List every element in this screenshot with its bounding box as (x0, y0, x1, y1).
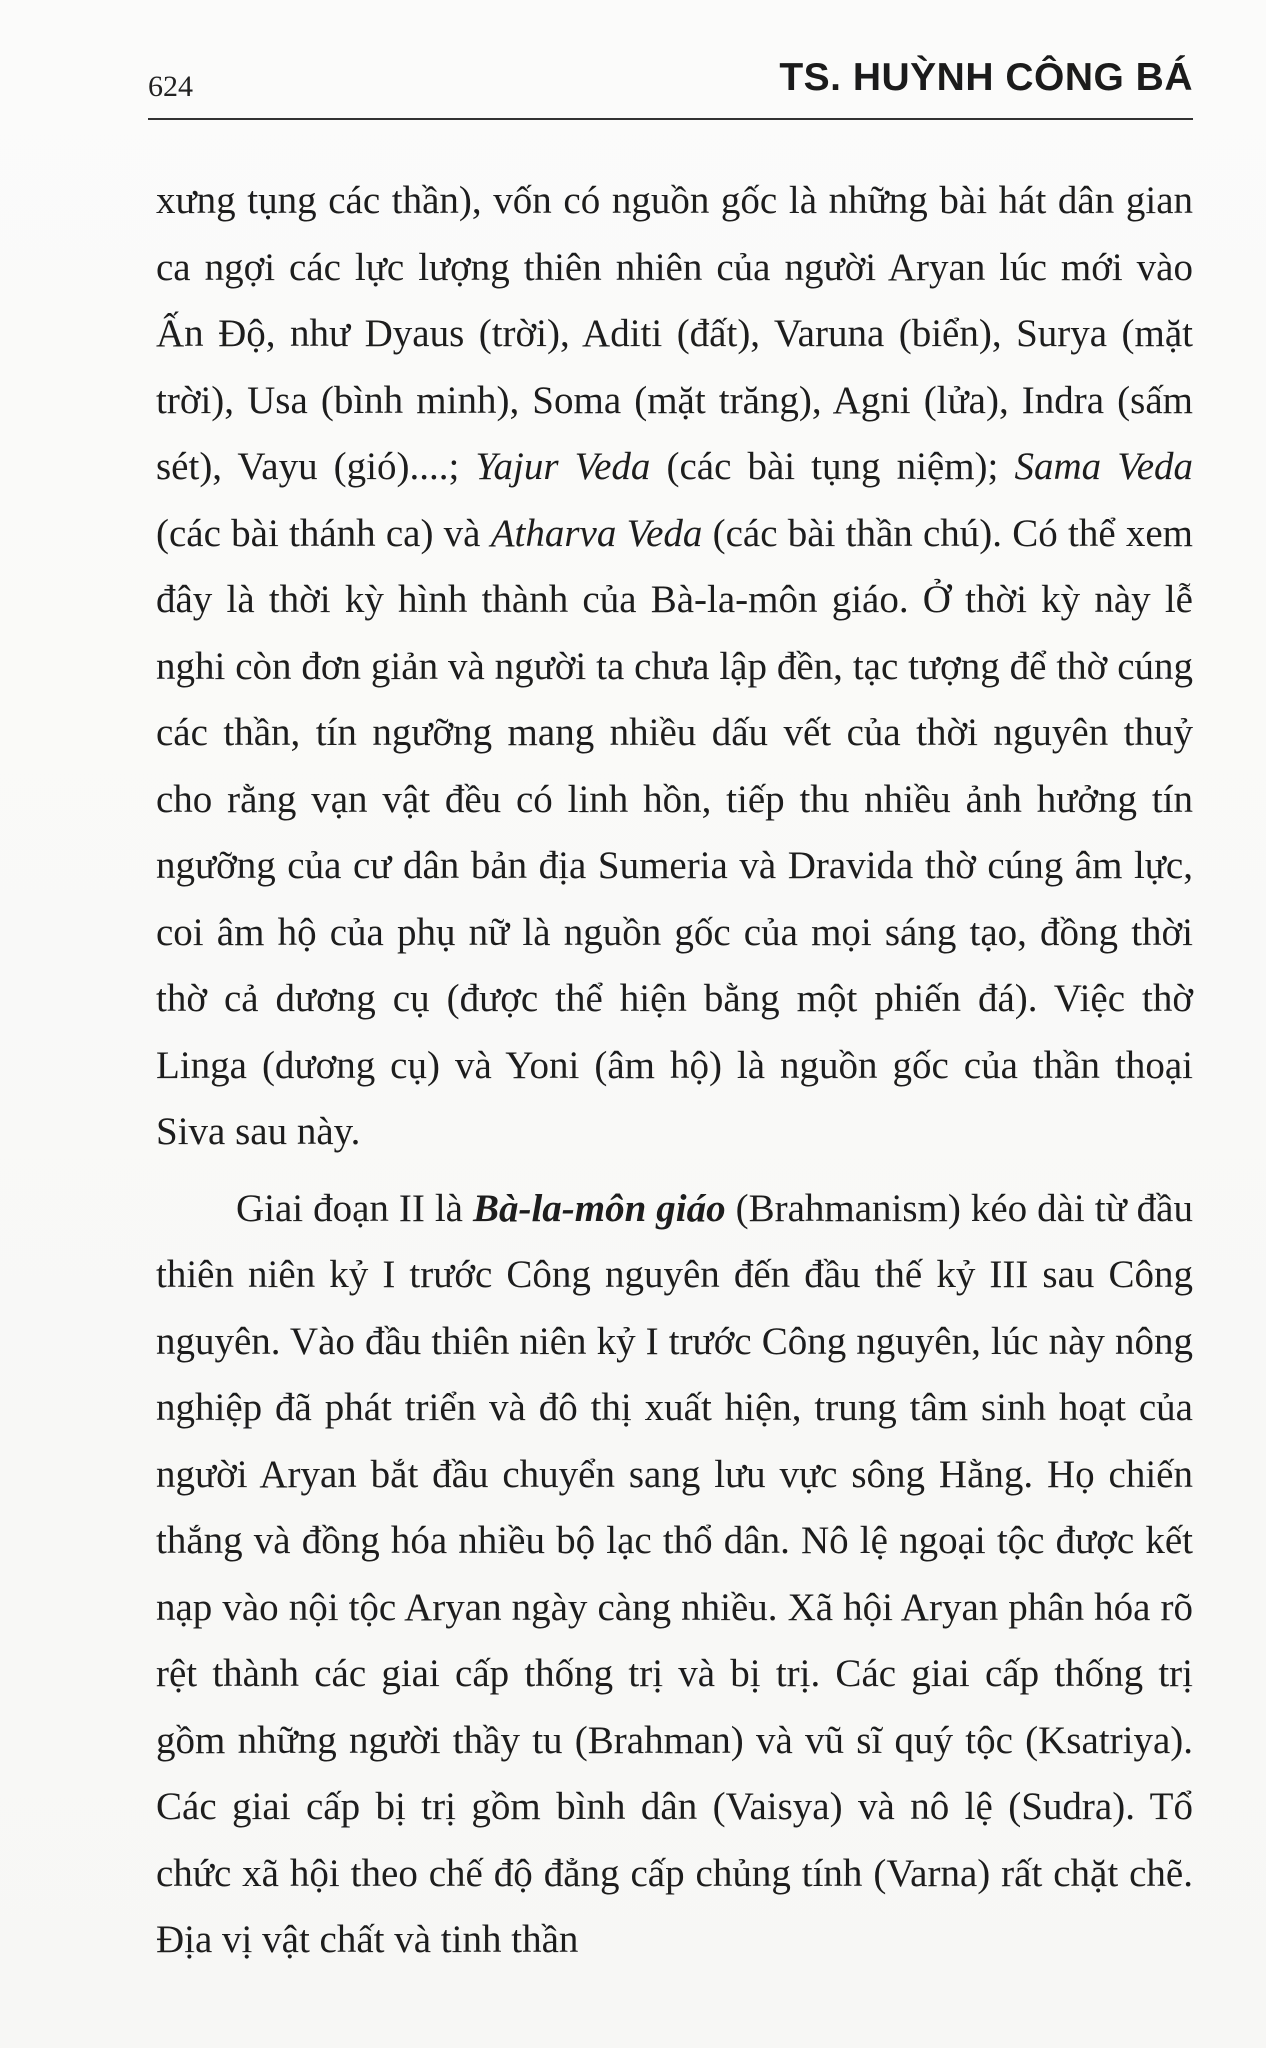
body-text (156, 168, 1193, 1974)
paragraph-1-text-3: (các bài thánh ca) và (156, 511, 491, 555)
running-title: TS. HUỲNH CÔNG BÁ (779, 56, 1193, 99)
paragraph-1-text-4: (các bài thần chú). Có thể xem đây là thời kỳ hình thành của Bà-la-môn giáo. Ở thời kỳ này lễ nghi còn đơn giản và người ta chưa lập đền, tạc tượng để thờ cúng các thần, tín ngưỡng mang nhiều dấu vết của thời nguyên thuỷ cho rằng vạn vật đều có linh hồn, tiếp thu nhiều ảnh hưởng tín ngưỡng của cư dân bản địa Sumeria và Dravida thờ cúng âm lực, coi âm hộ của phụ nữ là nguồn gốc của mọi sáng tạo, đồng thời thờ cả dương cụ (được thể hiện bằng một phiến đá). Việc thờ Linga (dương cụ) và Yoni (âm hộ) là nguồn gốc của thần thoại Siva sau này. (156, 511, 1193, 1153)
page-header (148, 56, 1193, 118)
paragraph-2-text-2: (Brahmanism) kéo dài từ đầu thiên niên kỷ I trước Công nguyên đến đầu thế kỷ III sau Công nguyên. Vào đầu thiên niên kỷ I trước Công nguyên, lúc này nông nghiệp đã phát triển và đô thị xuất hiện, trung tâm sinh hoạt của người Aryan bắt đầu chuyển sang lưu vực sông Hằng. Họ chiến thắng và đồng hóa nhiều bộ lạc thổ dân. Nô lệ ngoại tộc được kết nạp vào nội tộc Aryan ngày càng nhiều. Xã hội Aryan phân hóa rõ rệt thành các giai cấp thống trị và bị trị. Các giai cấp thống trị gồm những người thầy tu (Brahman) và vũ sĩ quý tộc (Ksatriya). Các giai cấp bị trị gồm bình dân (Vaisya) và nô lệ (Sudra). Tổ chức xã hội theo chế độ đẳng cấp chủng tính (Varna) rất chặt chẽ. Địa vị vật chất và tinh thần (156, 1186, 1193, 1961)
paragraph-2-text-1: Giai đoạn II là (236, 1186, 473, 1230)
paragraph-1-italic-atharva-veda: Atharva Veda (490, 511, 703, 555)
paragraph-1 (156, 168, 1193, 1166)
paragraph-2-bold-italic-term: Bà-la-môn giáo (472, 1186, 726, 1230)
paragraph-2 (156, 1176, 1193, 1974)
page-number: 624 (148, 70, 193, 103)
paragraph-1-text-2: (các bài tụng niệm); (650, 445, 1015, 488)
header-rule (148, 118, 1193, 120)
paragraph-1-italic-sama-veda: Sama Veda (1014, 445, 1193, 488)
paragraph-1-text-1: xưng tụng các thần), vốn có nguồn gốc là những bài hát dân gian ca ngợi các lực lượng thiên nhiên của người Aryan lúc mới vào Ấn Độ, như Dyaus (trời), Aditi (đất), Varuna (biển), Surya (mặt trời), Usa (bình minh), Soma (mặt trăng), Agni (lửa), Indra (sấm sét), Vayu (gió)....; (156, 179, 1193, 488)
paragraph-1-italic-yajur-veda: Yajur Veda (475, 445, 651, 488)
